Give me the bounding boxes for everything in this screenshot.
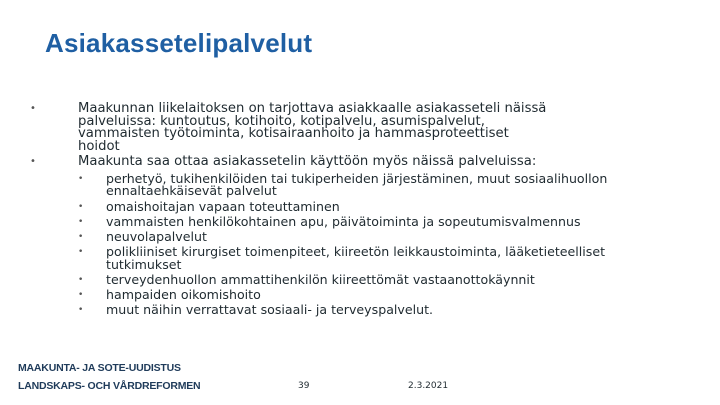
bullet-dot-icon: • — [78, 247, 84, 258]
sub-bullet-line: terveydenhuollon ammattihenkilön kiireettömät vastaanottokäynnit — [106, 271, 535, 287]
sub-bullet-item — [78, 198, 700, 214]
slide-date: 2.3.2021 — [408, 381, 449, 391]
bullet-1-line-2: palveluissa: kuntoutus, kotihoito, kotipalvelu, asumispalvelut, — [78, 113, 485, 129]
bullet-1-line-3: vammaisten työtoiminta, kotisairaanhoito ja hammasproteettiset — [78, 126, 509, 142]
bullet-1-line-1: Maakunnan liikelaitoksen on tarjottava asiakkaalle asiakasseteli näissä — [78, 101, 547, 116]
footer-reform-title-sv: LANDSKAPS- OCH VÅRDREFORMEN — [18, 380, 201, 392]
bullet-dot-icon: • — [78, 201, 84, 212]
slide-body — [30, 103, 700, 319]
sub-bullet-line: neuvolapalvelut — [106, 228, 207, 244]
sub-bullet-line: muut näihin verrattavat sosiaali- ja terveyspalvelut. — [106, 302, 434, 318]
bullet-dot-icon: • — [78, 290, 84, 300]
bullet-1 — [30, 103, 700, 153]
bullet-dot-icon: • — [78, 274, 84, 285]
page-number: 39 — [298, 381, 310, 391]
footer-reform-title-fi: MAAKUNTA- JA SOTE-UUDISTUS — [18, 362, 181, 374]
sub-bullet-item — [78, 304, 700, 316]
sub-bullet-line: hampaiden oikomishoito — [106, 287, 261, 302]
sub-bullet-line: vammaisten henkilökohtainen apu, päivätoiminta ja sopeutumisvalmennus — [106, 213, 581, 229]
bullet-dot-icon: • — [78, 305, 84, 316]
sub-bullet-item — [78, 228, 700, 244]
bullet-dot-icon: • — [30, 103, 36, 114]
sub-bullet-item — [78, 213, 700, 229]
bullet-2 — [30, 156, 700, 169]
sub-bullet-item — [78, 170, 700, 199]
sub-bullet-item — [78, 271, 700, 287]
sub-bullet-item — [78, 289, 700, 301]
sub-bullet-line: omaishoitajan vapaan toteuttaminen — [106, 198, 340, 214]
slide-title: Asiakassetelipalvelut — [45, 28, 313, 58]
sub-bullet-line: polikliiniset kirurgiset toimenpiteet, kiireetön leikkaustoiminta, lääketieteelliset — [106, 244, 606, 260]
bullet-dot-icon: • — [78, 231, 84, 242]
sub-bullet-line: ennaltaehkäisevät palvelut — [106, 183, 277, 199]
sub-bullet-item — [78, 246, 700, 271]
sub-bullet-line: perhetyö, tukihenkilöiden tai tukiperheiden järjestäminen, muut sosiaalihuollon — [106, 170, 608, 186]
bullet-2-line-1: Maakunta saa ottaa asiakassetelin käyttöön myös näissä palveluissa: — [78, 154, 537, 170]
bullet-dot-icon: • — [78, 216, 84, 227]
sub-bullet-list — [30, 170, 700, 318]
bullet-1-line-4: hoidot — [78, 138, 120, 154]
sub-bullet-line: tutkimukset — [106, 256, 182, 272]
bullet-dot-icon: • — [30, 156, 36, 168]
bullet-dot-icon: • — [78, 173, 84, 184]
